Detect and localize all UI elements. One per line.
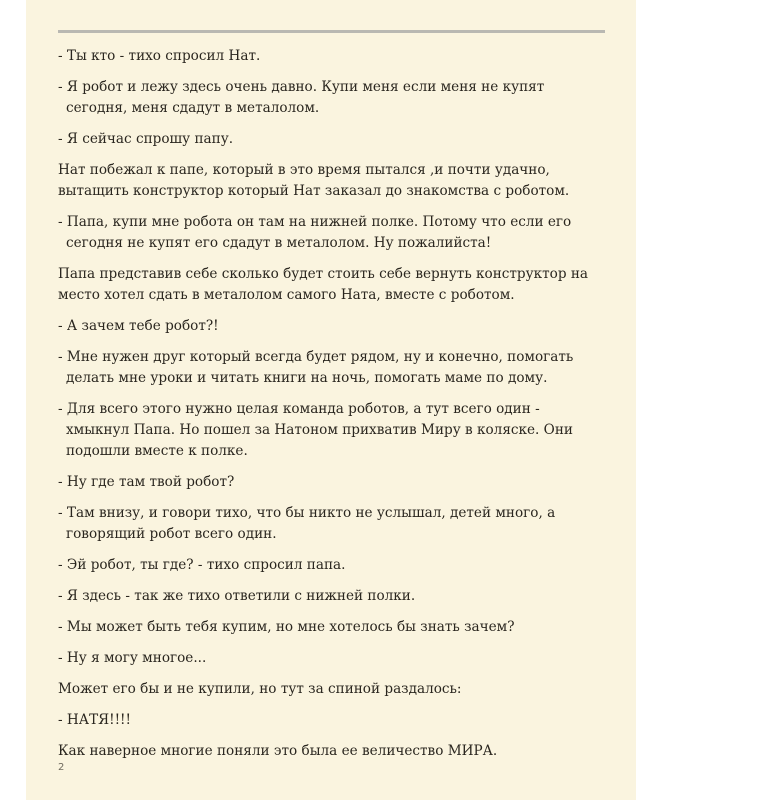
- paragraph: Как наверное многие поняли это была ее величество МИРА.: [58, 743, 498, 759]
- page-number: 2: [58, 762, 65, 773]
- paragraph: - Ну я могу многое...: [58, 650, 207, 666]
- paragraph: - НАТЯ!!!!: [58, 712, 131, 728]
- paragraph: - А зачем тебе робот?!: [58, 318, 219, 334]
- paragraph: - Папа, купи мне робота он там на нижней полке. Потому что если его сегодня не купят его сдадут в металолом. Ну пожалийста!: [58, 214, 572, 251]
- paragraph: - Я робот и лежу здесь очень давно. Купи меня если меня не купят сегодня, меня сдадут в металолом.: [58, 79, 545, 116]
- paragraph: - Эй робот, ты где? - тихо спросил папа.: [58, 557, 346, 573]
- paragraph: - Я сейчас спрошу папу.: [58, 131, 234, 147]
- header-divider: [58, 30, 605, 33]
- paragraph: - Ну где там твой робот?: [58, 474, 235, 490]
- paragraph: Нат побежал к папе, который в это время пытался ,и почти удачно, вытащить конструктор который Нат заказал до знакомства с роботом.: [58, 162, 570, 199]
- paragraph: - Мне нужен друг который всегда будет рядом, ну и конечно, помогать делать мне уроки и читать книги на ночь, помогать маме по дому.: [58, 349, 574, 386]
- paragraph: - Мы может быть тебя купим, но мне хотелось бы знать зачем?: [58, 619, 515, 635]
- paragraph: - Я здесь - так же тихо ответили с нижней полки.: [58, 588, 416, 604]
- paragraph: Папа представив себе сколько будет стоить себе вернуть конструктор на место хотел сдать в металолом самого Ната, вместе с роботом.: [58, 266, 589, 303]
- paragraph: - Там внизу, и говори тихо, что бы никто не услышал, детей много, а говорящий робот всего один.: [58, 505, 556, 542]
- paragraph: Может его бы и не купили, но тут за спиной раздалось:: [58, 681, 462, 697]
- paragraph: - Ты кто - тихо спросил Нат.: [58, 48, 261, 64]
- paragraph: - Для всего этого нужно целая команда роботов, а тут всего один - хмыкнул Папа. Но пошел за Натоном прихватив Миру в коляске. Они подошли вместе к полке.: [58, 401, 573, 459]
- book-page: [26, 0, 636, 800]
- story-text: [58, 46, 598, 772]
